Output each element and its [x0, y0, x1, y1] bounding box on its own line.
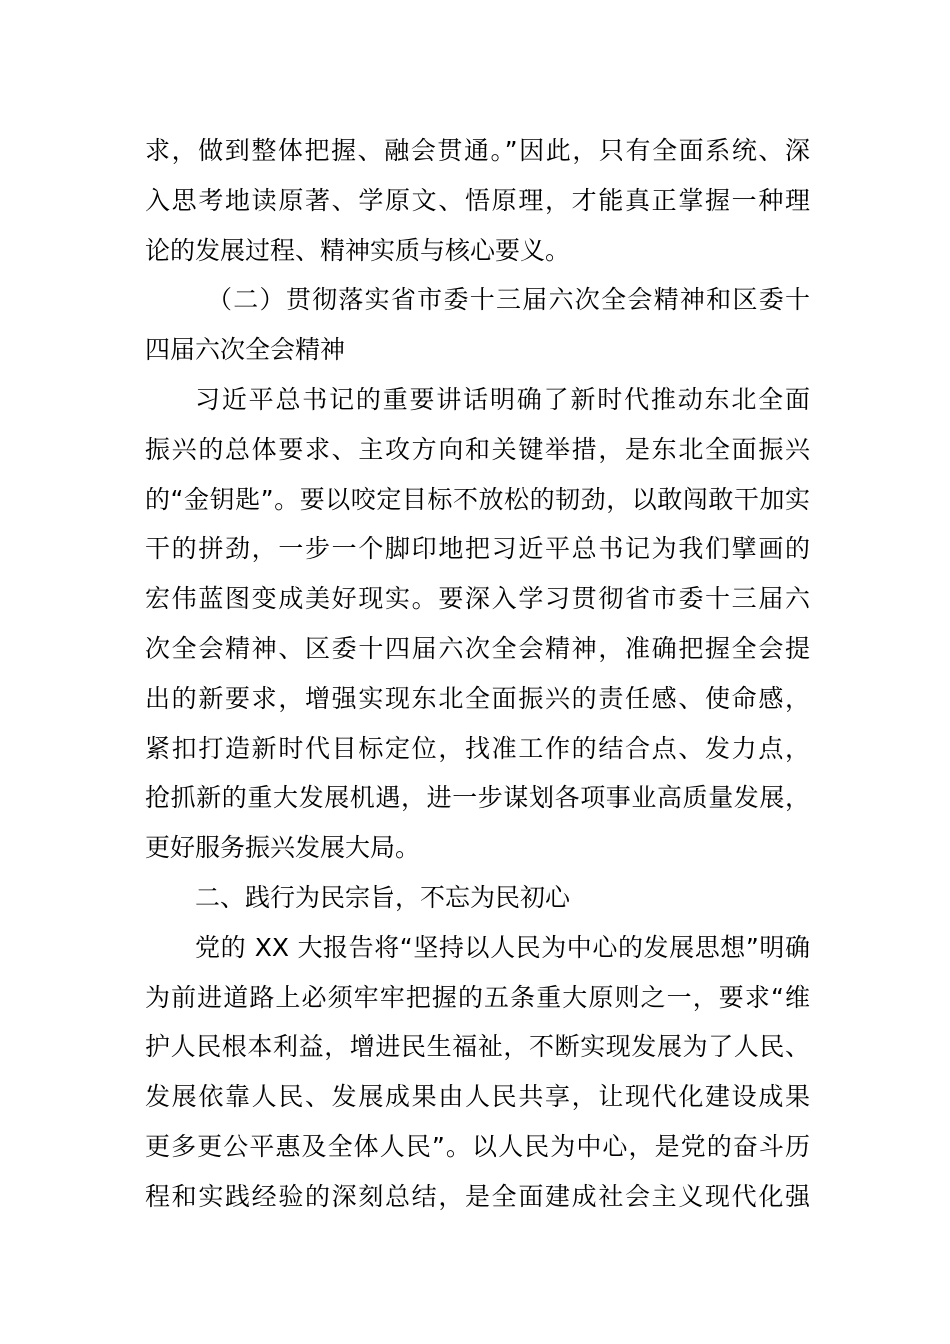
paragraph-line: 更多更公平惠及全体人民”。以人民为中心，是党的奋斗历	[145, 1131, 810, 1161]
paragraph-line: 入思考地读原著、学原文、悟原理，才能真正掌握一种理	[145, 185, 810, 215]
paragraph-line: 的“金钥匙”。要以咬定目标不放松的韧劲，以敢闯敢干加实	[145, 484, 810, 514]
paragraph-line: 紧扣打造新时代目标定位，找准工作的结合点、发力点，	[145, 733, 810, 763]
section-heading-line: （二）贯彻落实省市委十三届六次全会精神和区委十	[207, 285, 810, 315]
paragraph-line: 发展依靠人民、发展成果由人民共享，让现代化建设成果	[145, 1082, 810, 1112]
paragraph-line: 次全会精神、区委十四届六次全会精神，准确把握全会提	[145, 633, 810, 663]
paragraph-line: 党的 XX 大报告将“坚持以人民为中心的发展思想”明确	[195, 932, 810, 962]
paragraph-line: 求，做到整体把握、融会贯通。”因此，只有全面系统、深	[145, 136, 810, 165]
section-heading-line: 二、践行为民宗旨，不忘为民初心	[195, 882, 571, 912]
paragraph-line: 更好服务振兴发展大局。	[145, 833, 421, 863]
paragraph-line: 为前进道路上必须牢牢把握的五条重大原则之一，要求“维	[145, 982, 810, 1012]
paragraph-line: 程和实践经验的深刻总结，是全面建成社会主义现代化强	[145, 1181, 810, 1211]
section-heading-line: 四届六次全会精神	[145, 335, 346, 365]
paragraph-line: 护人民根本利益，增进民生福祉，不断实现发展为了人民、	[145, 1032, 810, 1062]
paragraph-line: 振兴的总体要求、主攻方向和关键举措，是东北全面振兴	[145, 434, 810, 464]
paragraph-line: 出的新要求，增强实现东北全面振兴的责任感、使命感，	[145, 683, 810, 713]
paragraph-line: 论的发展过程、精神实质与核心要义。	[145, 235, 571, 265]
body-text	[145, 126, 810, 1222]
paragraph-line: 干的拼劲，一步一个脚印地把习近平总书记为我们擘画的	[145, 534, 810, 564]
paragraph-line: 习近平总书记的重要讲话明确了新时代推动东北全面	[195, 384, 810, 414]
paragraph-line: 宏伟蓝图变成美好现实。要深入学习贯彻省市委十三届六	[145, 584, 810, 614]
paragraph-line: 抢抓新的重大发展机遇，进一步谋划各项事业高质量发展，	[145, 783, 810, 813]
